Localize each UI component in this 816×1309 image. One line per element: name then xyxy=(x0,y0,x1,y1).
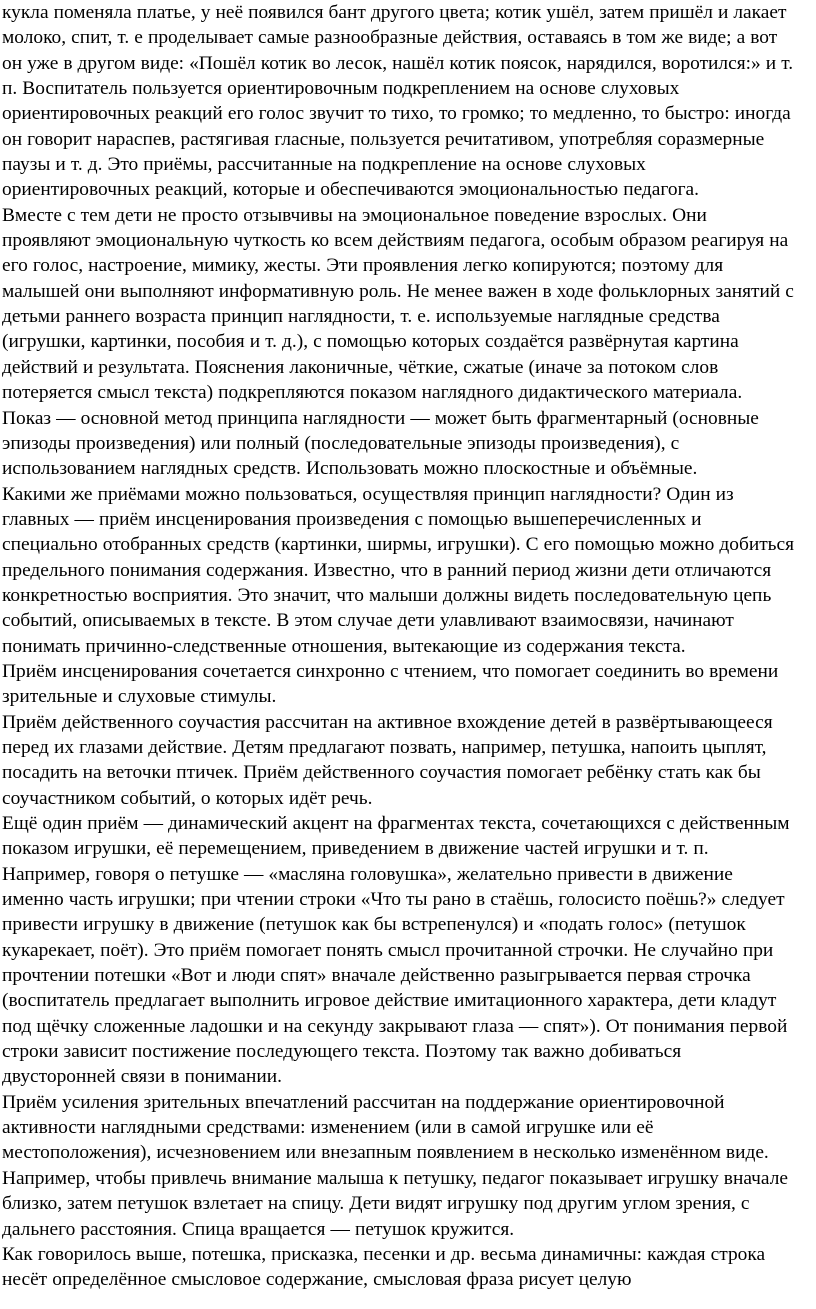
paragraph-emotional-sensitivity: Вместе с тем дети не просто отзывчивы на эмоциональное поведение взрослых. Они проявляют эмоциональную чуткость ко всем действиям педагога, особым образом реагируя на его голос, настроение, мимику, жесты. Эти проявления легко копируются; поэтому для малышей они выполняют информативную роль. Не менее важен в ходе фольклорных занятий с детьми раннего возраста принцип наглядности, т. е. используемые наглядные средства (игрушки, картинки, пособия и т. д.), с помощью которых создаётся развёрнутая картина действий и результата. Пояснения лаконичные, чёткие, сжатые (иначе за потоком слов потеряется смысл текста) подкрепляются показом наглядного дидактического материала. Показ — основной метод принципа наглядности — может быть фрагментарный (основные эпизоды произведения) или полный (последовательные эпизоды произведения), с использованием наглядных средств. Использовать можно плоскостные и объёмные. xyxy=(2,204,794,480)
paragraph-dynamic-nursery-rhymes: Как говорилось выше, потешка, присказка, песенки и др. весьма динамичны: каждая строка несёт определённое смысловое содержание, смысловая фраза рисует целую xyxy=(2,1243,766,1291)
paragraph-dynamic-accent: Ещё один приём — динамический акцент на фрагментах текста, сочетающихся с действенным показом игрушки, её перемещением, приведением в движение частей игрушки и т. п. Например, говоря о петушке — «масляна головушка», желательно привести в движение именно часть игрушки; при чтении строки «Что ты рано в стаёшь, голосисто поёшь?» следует привести игрушку в движение (петушок как бы встрепенулся) и «подать голос» (петушок кукарекает, поёт). Это приём помогает понять смысл прочитанной строчки. Не случайно при прочтении потешки «Вот и люди спят» вначале действенно разыгрывается первая строчка (воспитатель предлагает выполнить игровое действие имитационного характера, дети кладут под щёчку сложенные ладошки и на секунду закрывают глаза — спят»). От понимания первой строки зависит постижение последующего текста. Поэтому так важно добиваться двусторонней связи в понимании. xyxy=(2,813,790,1088)
paragraph-visual-techniques: Какими же приёмами можно пользоваться, осуществляя принцип наглядности? Один из главных — приём инсценирования произведения с помощью вышеперечисленных и специально отобранных средств (картинки, ширмы, игрушки). С его помощью можно добиться предельного понимания содержания. Известно, что в ранний период жизни дети отличаются конкретностью восприятия. Это значит, что малыши должны видеть последовательную цепь событий, описываемых в тексте. В этом случае дети улавливают взаимосвязи, начинают понимать причинно-следственные отношения, вытекающие из содержания текста. xyxy=(2,483,795,657)
paragraph-visual-impressions: Приём усиления зрительных впечатлений рассчитан на поддержание ориентировочной активности наглядными средствами: изменением (или в самой игрушке или её местоположения), исчезновением или внезапным появлением в несколько изменённом виде. Например, чтобы привлечь внимание малыша к петушку, педагог показывает игрушку вначале близко, затем петушок взлетает на спицу. Дети видят игрушку под другим углом зрения, с дальнего расстояния. Спица вращается — петушок кружится. xyxy=(2,1091,788,1240)
paragraph-active-participation: Приём действенного соучастия рассчитан на активное вхождение детей в развёртывающееся перед их глазами действие. Детям предлагают позвать, например, петушка, напоить цыплят, посадить на веточки птичек. Приём действенного соучастия помогает ребёнку стать как бы соучастником событий, о которых идёт речь. xyxy=(2,711,773,809)
paragraph-staging-technique: Приём инсценирования сочетается синхронно с чтением, что помогает соединить во времени зрительные и слуховые стимулы. xyxy=(2,660,779,708)
paragraph-doll-and-kitten: кукла поменяла платье, у неё появился бант другого цвета; котик ушёл, затем пришёл и лакает молоко, спит, т. е проделывает самые разнообразные действия, оставаясь в том же виде; а вот он уже в другом виде: «Пошёл котик во лесок, нашёл котик поясок, нарядился, воротился:» и т. п. Воспитатель пользуется ориентировочным подкреплением на основе слуховых ориентировочных реакций его голос звучит то тихо, то громко; то медленно, то быстро: иногда он говорит нараспев, растягивая гласные, пользуется речитативом, употребляя соразмерные паузы и т. д. Это приёмы, рассчитанные на подкрепление на основе слуховых ориентировочных реакций, которые и обеспечиваются эмоциональностью педагога. xyxy=(2,2,794,201)
